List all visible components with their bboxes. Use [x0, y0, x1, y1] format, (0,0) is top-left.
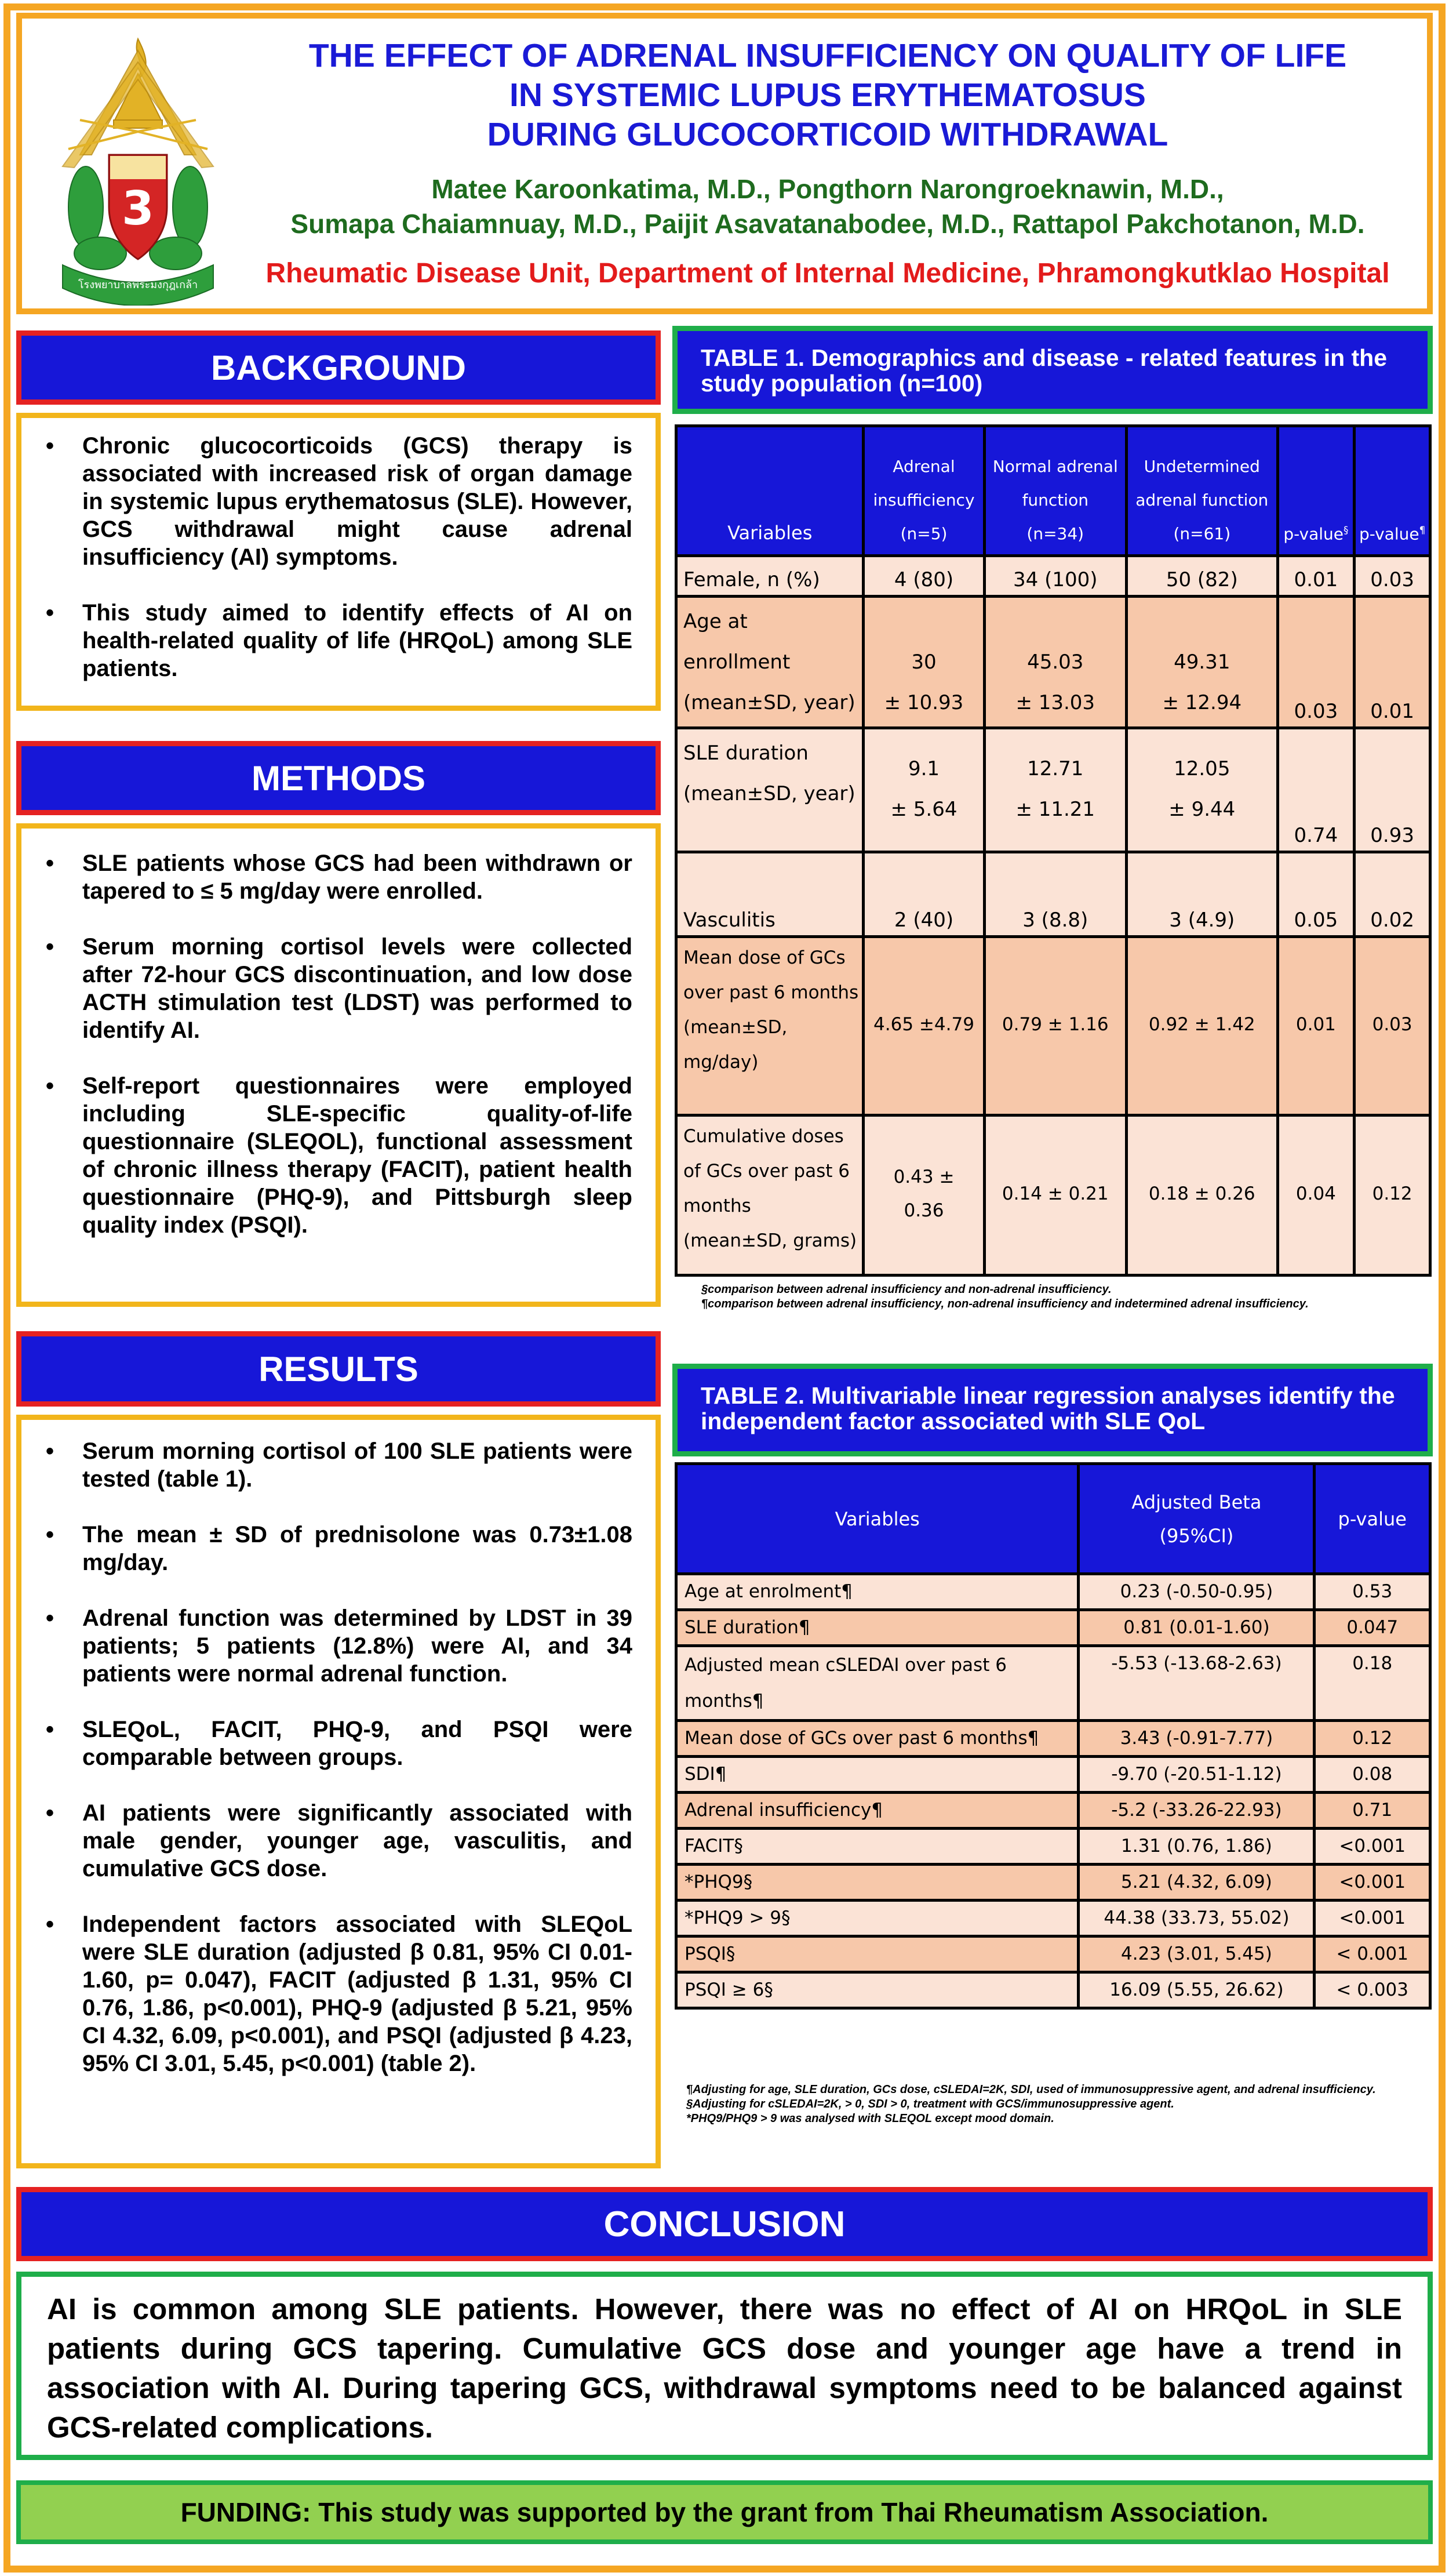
- table-row: SDI¶ -9.70 (-20.51-1.12) 0.08: [676, 1757, 1430, 1793]
- table1-footnote: §comparison between adrenal insufficiency and non-adrenal insufficiency.: [701, 1283, 1112, 1296]
- background-heading: BACKGROUND: [16, 330, 661, 405]
- logo-number: 3: [122, 181, 154, 235]
- title-block: [231, 36, 1425, 289]
- table-row: Vasculitis 2 (40) 3 (8.8) 3 (4.9) 0.05 0.02: [676, 852, 1430, 937]
- table2-footnote: §Adjusting for cSLEDAI=2K, > 0, SDI > 0, treatment with GCS/immunosuppressive agent.: [686, 2098, 1174, 2110]
- results-bullet: • AI patients were significantly associated with male gender, younger age, vasculitis, and cumulative GCS dose.: [21, 1799, 632, 1883]
- poster-header: [16, 13, 1433, 314]
- results-bullet: • Serum morning cortisol of 100 SLE patients were tested (table 1).: [21, 1437, 632, 1493]
- table-row: *PHQ9 > 9§ 44.38 (33.73, 55.02) <0.001: [676, 1901, 1430, 1936]
- table1-footnotes: [701, 1282, 1397, 1311]
- table2-title: TABLE 2. Multivariable linear regression analyses identify the independent factor associated with SLE QoL: [672, 1364, 1433, 1456]
- table1: [675, 424, 1432, 1277]
- t2-col-variables: Variables: [676, 1464, 1079, 1574]
- table-row: PSQI§ 4.23 (3.01, 5.45) < 0.001: [676, 1936, 1430, 1972]
- t1-col-undetermined: Undetermined adrenal function (n=61): [1127, 426, 1278, 556]
- table-row: *PHQ9§ 5.21 (4.32, 6.09) <0.001: [676, 1865, 1430, 1901]
- methods-bullet: • Self-report questionnaires were employed including SLE-specific quality-of-life questionnaire (SLEQOL), functional assessment of chronic illness therapy (FACIT), patient health questionnaire (PHQ-9), and Pittsburgh sleep quality index (PSQI).: [21, 1072, 632, 1239]
- table-row: Female, n (%) 4 (80) 34 (100) 50 (82) 0.01 0.03: [676, 556, 1430, 597]
- table-row: Adrenal insufficiency¶ -5.2 (-33.26-22.93) 0.71: [676, 1793, 1430, 1829]
- results-box: [16, 1415, 661, 2168]
- methods-box: [16, 823, 661, 1307]
- logo-caption: โรงพยาบาลพระมงกุฎเกล้า: [78, 279, 198, 291]
- table-row: Age at enrolment¶ 0.23 (-0.50-0.95) 0.53: [676, 1574, 1430, 1610]
- table1-title: TABLE 1. Demographics and disease - related features in the study population (n=100): [672, 326, 1433, 414]
- table-row: PSQI ≥ 6§ 16.09 (5.55, 26.62) < 0.003: [676, 1972, 1430, 2008]
- t1-col-p1: p-value§: [1277, 426, 1355, 556]
- table2-footnote: *PHQ9/PHQ9 > 9 was analysed with SLEQOL except mood domain.: [686, 2112, 1054, 2125]
- t1-col-ai: Adrenal insufficiency (n=5): [864, 426, 984, 556]
- funding-banner: FUNDING: This study was supported by the grant from Thai Rheumatism Association.: [16, 2480, 1433, 2544]
- conclusion-text: AI is common among SLE patients. However, there was no effect of AI on HRQoL in SLE patients during GCS tapering. Cumulative GCS dose and younger age have a trend in association with AI. During tapering GCS, withdrawal symptoms need to be balanced against GCS-related complications.: [16, 2272, 1433, 2460]
- background-bullet: • Chronic glucocorticoids (GCS) therapy is associated with increased risk of organ damage in systemic lupus erythematosus (SLE). However, GCS withdrawal might cause adrenal insufficiency (AI) symptoms.: [21, 432, 632, 571]
- results-bullet: • Adrenal function was determined by LDST in 39 patients; 5 patients (12.8%) were AI, and 34 patients were normal adrenal function.: [21, 1604, 632, 1688]
- affiliation: Rheumatic Disease Unit, Department of Internal Medicine, Phramongkutklao Hospital: [265, 258, 1390, 289]
- table-row: Mean dose of GCs over past 6 months¶ 3.43 (-0.91-7.77) 0.12: [676, 1721, 1430, 1757]
- table2: [675, 1462, 1432, 2010]
- table-row: Adjusted mean cSLEDAI over past 6 months¶ -5.53 (-13.68-2.63) 0.18: [676, 1646, 1430, 1721]
- t1-col-variables: Variables: [676, 426, 864, 556]
- author-list: Matee Karoonkatima, M.D., Pongthorn Narongroeknawin, M.D., Sumapa Chaiamnuay, M.D., Paijit Asavatanabodee, M.D., Rattapol Pakchotanon, M.D.: [290, 174, 1365, 239]
- background-bullet: • This study aimed to identify effects of AI on health-related quality of life (HRQoL) among SLE patients.: [21, 599, 632, 682]
- table2-footnote: ¶Adjusting for age, SLE duration, GCs dose, cSLEDAI=2K, SDI, used of immunosuppressive agent, and adrenal insufficiency.: [686, 2083, 1376, 2096]
- table1-footnote: ¶comparison between adrenal insufficiency, non-adrenal insufficiency and indetermined adrenal insufficiency.: [701, 1298, 1309, 1310]
- t1-col-normal: Normal adrenal function (n=34): [984, 426, 1126, 556]
- table-row: Mean dose of GCs over past 6 months (mean±SD, mg/day) 4.65 ±4.79 0.79 ± 1.16 0.92 ± 1.42 0.01 0.03: [676, 937, 1430, 1116]
- table1-header-row: [676, 426, 1430, 556]
- table-row: SLE duration (mean±SD, year) 9.1 ± 5.64 12.71 ± 11.21 12.05 ± 9.44 0.74 0.93: [676, 728, 1430, 852]
- table-row: Cumulative doses of GCs over past 6 months (mean±SD, grams) 0.43 ± 0.36 0.14 ± 0.21 0.18 ± 0.26 0.04 0.12: [676, 1116, 1430, 1276]
- t2-col-p: p-value: [1315, 1464, 1430, 1574]
- methods-bullet: • Serum morning cortisol levels were collected after 72-hour GCS discontinuation, and low dose ACTH stimulation test (LDST) was performed to identify AI.: [21, 933, 632, 1044]
- methods-bullet: • SLE patients whose GCS had been withdrawn or tapered to ≤ 5 mg/day were enrolled.: [21, 849, 632, 905]
- hospital-logo-icon: [45, 33, 231, 306]
- results-bullet: • SLEQoL, FACIT, PHQ-9, and PSQI were comparable between groups.: [21, 1716, 632, 1771]
- table-row: FACIT§ 1.31 (0.76, 1.86) <0.001: [676, 1829, 1430, 1865]
- table2-header-row: [676, 1464, 1430, 1574]
- table2-footnotes: [686, 2083, 1417, 2126]
- table-row: Age at enrollment (mean±SD, year) 30 ± 10.93 45.03 ± 13.03 49.31 ± 12.94 0.03 0.01: [676, 597, 1430, 728]
- results-heading: RESULTS: [16, 1331, 661, 1407]
- table-row: SLE duration¶ 0.81 (0.01-1.60) 0.047: [676, 1610, 1430, 1646]
- results-bullet: • Independent factors associated with SLEQoL were SLE duration (adjusted β 0.81, 95% CI 0.01-1.60, p= 0.047), FACIT (adjusted β 1.31, 95% CI 0.76, 1.86, p<0.001), PHQ-9 (adjusted β 5.21, 95% CI 4.32, 6.09, p<0.001), and PSQI (adjusted β 4.23, 95% CI 3.01, 5.45, p<0.001) (table 2).: [21, 1910, 632, 2077]
- t1-col-p2: p-value¶: [1355, 426, 1430, 556]
- poster-title: THE EFFECT OF ADRENAL INSUFFICIENCY ON QUALITY OF LIFE IN SYSTEMIC LUPUS ERYTHEMATOSUS DURING GLUCOCORTICOID WITHDRAWAL: [308, 37, 1347, 153]
- methods-heading: METHODS: [16, 741, 661, 815]
- t2-col-beta: Adjusted Beta (95%CI): [1079, 1464, 1315, 1574]
- background-box: [16, 413, 661, 711]
- conclusion-heading: CONCLUSION: [16, 2187, 1433, 2261]
- results-bullet: • The mean ± SD of prednisolone was 0.73±1.08 mg/day.: [21, 1521, 632, 1576]
